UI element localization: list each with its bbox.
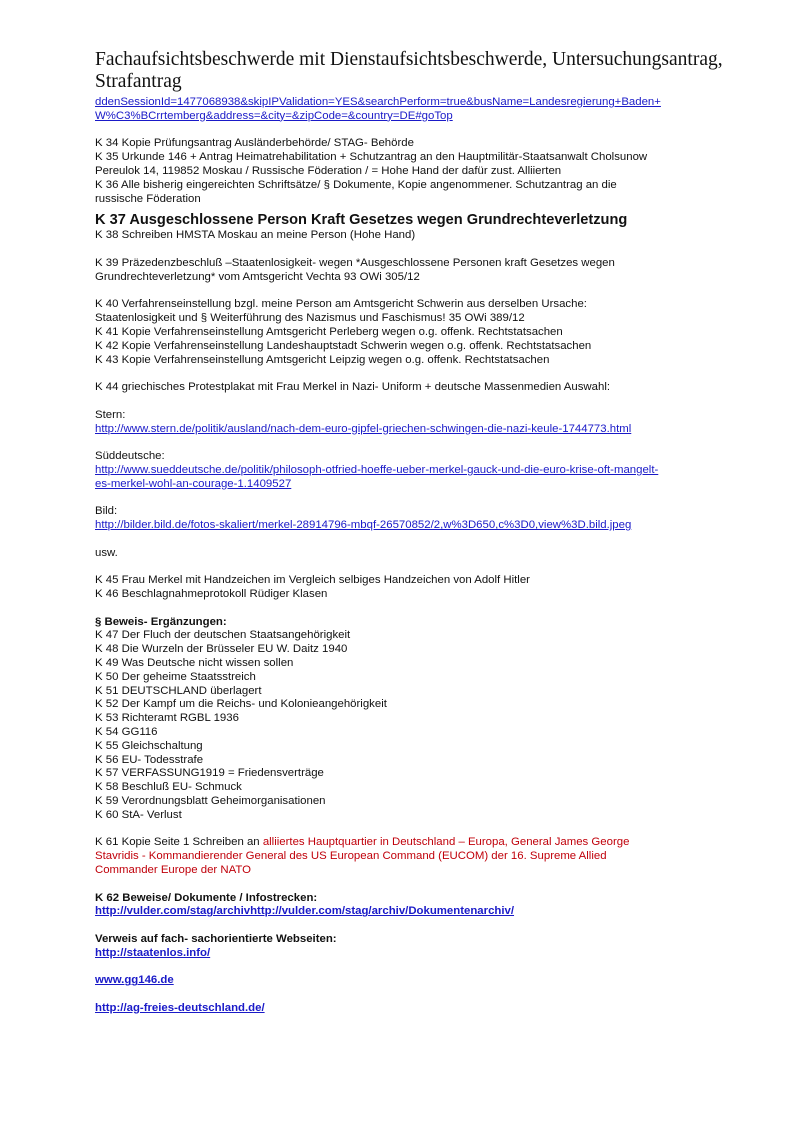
- document-title: [95, 49, 740, 93]
- list-item: K 57 VERFASSUNG1919 = Friedensverträge: [95, 767, 324, 780]
- list-item: K 47 Der Fluch der deutschen Staatsangehörigkeit: [95, 629, 351, 642]
- list-item: K 59 Verordnungsblatt Geheimorganisationen: [95, 795, 326, 808]
- k61-prefix: K 61 Kopie Seite 1 Schreiben an: [95, 836, 263, 849]
- sz-link[interactable]: es-merkel-wohl-an-courage-1.1409527: [95, 477, 292, 490]
- item-k44: K 44 griechisches Protestplakat mit Frau Merkel in Nazi- Uniform + deutsche Massenmedien Auswahl:: [95, 381, 611, 394]
- verweis-heading: Verweis auf fach- sachorientierte Webseiten:: [95, 933, 337, 946]
- list-item: K 53 Richteramt RGBL 1936: [95, 712, 239, 725]
- heading-k37: K 37 Ausgeschlossene Person Kraft Gesetzes wegen Grundrechteverletzung: [95, 212, 628, 229]
- list-item: K 54 GG116: [95, 726, 158, 739]
- sz-label: Süddeutsche:: [95, 450, 165, 463]
- sz-link[interactable]: http://www.sueddeutsche.de/politik/philosoph-otfried-hoeffe-ueber-merkel-gauck-und-die-euro-krise-oft-mangelt-: [95, 463, 659, 476]
- list-item: K 51 DEUTSCHLAND überlagert: [95, 684, 262, 697]
- item-k39: K 39 Präzedenzbeschluß –Staatenlosigkeit- wegen *Ausgeschlossene Personen kraft Gesetzes wegen: [95, 256, 615, 269]
- item-k43: K 43 Kopie Verfahrenseinstellung Amtsgericht Leipzig wegen o.g. offenk. Rechtstatsachen: [95, 353, 550, 366]
- list-item: K 49 Was Deutsche nicht wissen sollen: [95, 657, 294, 670]
- item-k34: K 34 Kopie Prüfungsantrag Ausländerbehörde/ STAG- Behörde: [95, 137, 414, 150]
- stern-label: Stern:: [95, 408, 126, 421]
- beweis-heading: § Beweis- Ergänzungen:: [95, 615, 227, 628]
- bild-label: Bild:: [95, 505, 118, 518]
- list-item: K 58 Beschluß EU- Schmuck: [95, 781, 242, 794]
- item-k35: Pereulok 14, 119852 Moskau / Russische Föderation / = Hohe Hand der dafür zust. Alliierten: [95, 164, 562, 177]
- list-item: K 48 Die Wurzeln der Brüsseler EU W. Daitz 1940: [95, 643, 348, 656]
- usw-text: usw.: [95, 546, 118, 559]
- k61-recipient: alliiertes Hauptquartier in Deutschland – Europa, General James George: [262, 836, 630, 849]
- title-line: Fachaufsichtsbeschwerde mit Dienstaufsichtsbeschwerde, Untersuchungsantrag,: [95, 49, 723, 70]
- beweis-list: [95, 629, 740, 822]
- web-link-gg146[interactable]: www.gg146.de: [95, 974, 174, 987]
- list-item: K 56 EU- Todesstrafe: [95, 753, 204, 766]
- top-link[interactable]: W%C3%BCrrtemberg&address=&city=&zipCode=&country=DE#goTop: [95, 109, 453, 122]
- k62-link[interactable]: http://vulder.com/stag/archivhttp://vulder.com/stag/archiv/Dokumentenarchiv/: [95, 905, 515, 918]
- list-item: K 60 StA- Verlust: [95, 808, 182, 821]
- item-k38: K 38 Schreiben HMSTA Moskau an meine Person (Hohe Hand): [95, 229, 416, 242]
- k61-recipient: Stavridis - Kommandierender General des US European Command (EUCOM) der 16. Supreme Allied: [95, 850, 607, 863]
- web-link-ag-freies-deutschland[interactable]: http://ag-freies-deutschland.de/: [95, 1002, 265, 1014]
- top-link[interactable]: ddenSessionId=1477068938&skipIPValidation=YES&searchPerform=true&busName=Landesregierung+Baden+: [95, 96, 661, 108]
- item-k45: K 45 Frau Merkel mit Handzeichen im Vergleich selbiges Handzeichen von Adolf Hitler: [95, 574, 530, 587]
- item-k39: Grundrechteverletzung* vom Amtsgericht Vechta 93 OWi 305/12: [95, 270, 420, 283]
- list-item: K 50 Der geheime Staatsstreich: [95, 670, 256, 683]
- stern-link[interactable]: http://www.stern.de/politik/ausland/nach-dem-euro-gipfel-griechen-schwingen-die-nazi-keule-1744773.html: [95, 422, 632, 435]
- item-k40: Staatenlosigkeit und § Weiterführung des Nazismus und Faschismus! 35 OWi 389/12: [95, 312, 525, 325]
- item-k36: K 36 Alle bisherig eingereichten Schriftsätze/ § Dokumente, Kopie angenommener. Schutzantrag an die: [95, 178, 617, 191]
- title-line: Strafantrag: [95, 71, 182, 92]
- item-k36: russische Föderation: [95, 192, 201, 205]
- item-k40: K 40 Verfahrenseinstellung bzgl. meine Person am Amtsgericht Schwerin aus derselben Ursache:: [95, 298, 587, 311]
- bild-link[interactable]: http://bilder.bild.de/fotos-skaliert/merkel-28914796-mbqf-26570852/2,w%3D650,c%3D0,view%3D.bild.jpeg: [95, 519, 632, 532]
- item-k61: [95, 836, 740, 850]
- web-link-staatenlos[interactable]: http://staatenlos.info/: [95, 946, 211, 959]
- list-item: K 55 Gleichschaltung: [95, 739, 203, 752]
- item-k41: K 41 Kopie Verfahrenseinstellung Amtsgericht Perleberg wegen o.g. offenk. Rechtstatsachen: [95, 325, 563, 338]
- item-k35: K 35 Urkunde 146 + Antrag Heimatrehabilitation + Schutzantrag an den Hauptmilitär-Staatsanwalt Cholsunow: [95, 151, 648, 164]
- item-k46: K 46 Beschlagnahmeprotokoll Rüdiger Klasen: [95, 588, 328, 601]
- item-k42: K 42 Kopie Verfahrenseinstellung Landeshauptstadt Schwerin wegen o.g. offenk. Rechtstatsachen: [95, 339, 592, 352]
- k61-recipient: Commander Europe der NATO: [95, 864, 251, 877]
- k62-heading: K 62 Beweise/ Dokumente / Infostrecken:: [95, 891, 318, 904]
- list-item: K 52 Der Kampf um die Reichs- und Kolonieangehörigkeit: [95, 698, 387, 711]
